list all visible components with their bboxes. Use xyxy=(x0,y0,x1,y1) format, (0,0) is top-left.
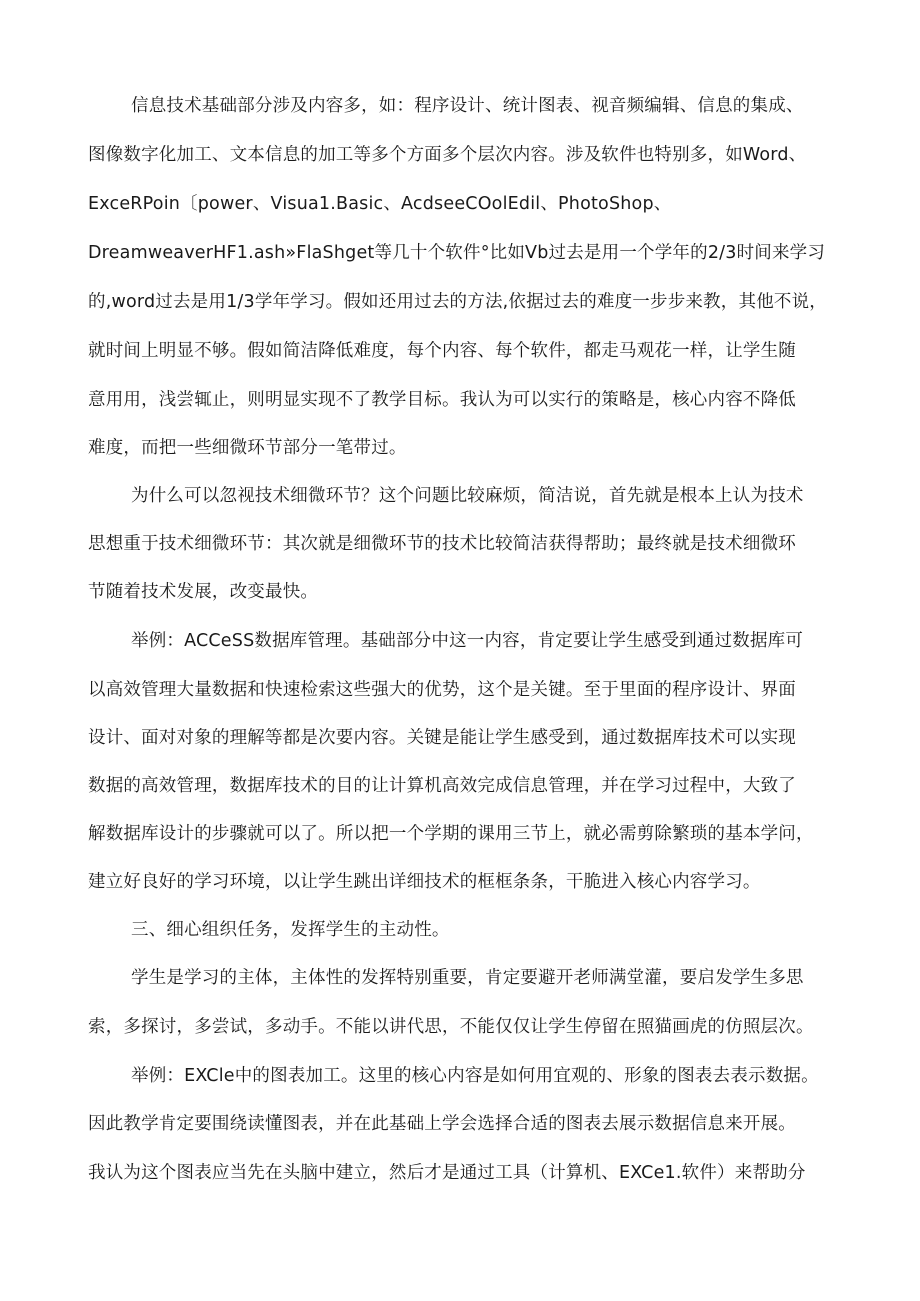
paragraph-1-line-7: 意用用，浅尝辄止，则明显实现不了教学目标。我认为可以实行的策略是，核心内容不降低 xyxy=(88,390,796,410)
paragraph-3-line-6: 建立好良好的学习环境，以让学生跳出详细技术的框框条条，干脆进入核心内容学习。 xyxy=(88,872,761,892)
paragraph-3-line-2: 以高效管理大量数据和快速检索这些强大的优势，这个是关键。至于里面的程序设计、界面 xyxy=(88,680,796,700)
paragraph-1-line-2: 图像数字化加工、文本信息的加工等多个方面多个层次内容。涉及软件也特别多，如Word、 xyxy=(88,145,807,165)
paragraph-2-line-2: 思想重于技术细微环节：其次就是细微环节的技术比较简洁获得帮助；最终就是技术细微环 xyxy=(88,534,796,554)
paragraph-1-line-5: 的,word过去是用1/3学年学习。假如还用过去的方法,依据过去的难度一步步来教，其他不说， xyxy=(88,292,828,312)
section-heading-3: 三、细心组织任务，发挥学生的主动性。 xyxy=(131,920,450,940)
paragraph-4-line-2: 索，多探讨，多尝试，多动手。不能以讲代思，不能仅仅让学生停留在照猫画虎的仿照层次。 xyxy=(88,1017,814,1037)
paragraph-3-line-5: 解数据库设计的步骤就可以了。所以把一个学期的课用三节上，就必需剪除繁琐的基本学问， xyxy=(88,824,814,844)
paragraph-5-line-1: 举例：EXCle中的图表加工。这里的核心内容是如何用宜观的、形象的图表去表示数据。 xyxy=(131,1066,819,1086)
paragraph-3-line-3: 设计、面对对象的理解等都是次要内容。关键是能让学生感受到，通过数据库技术可以实现 xyxy=(88,728,796,748)
paragraph-4-line-1: 学生是学习的主体，主体性的发挥特别重要，肯定要避开老师满堂灌，要启发学生多思 xyxy=(131,968,804,988)
paragraph-1-line-3: ExceRPoin〔power、Visua1.Basic、AcdseeCOolEdil、PhotoShop、 xyxy=(88,194,672,214)
paragraph-2-line-1: 为什么可以忽视技术细微环节？这个问题比较麻烦，简洁说，首先就是根本上认为技术 xyxy=(131,486,804,506)
paragraph-2-line-3: 节随着技术发展，改变最快。 xyxy=(88,582,319,602)
paragraph-1-line-1: 信息技术基础部分涉及内容多，如：程序设计、统计图表、视音频编辑、信息的集成、 xyxy=(131,96,804,116)
paragraph-5-line-2: 因此教学肯定要围绕读懂图表，并在此基础上学会选择合适的图表去展示数据信息来开展。 xyxy=(88,1114,796,1134)
paragraph-3-line-1: 举例：ACCeSS数据库管理。基础部分中这一内容，肯定要让学生感受到通过数据库可 xyxy=(131,631,804,651)
paragraph-5-line-3: 我认为这个图表应当先在头脑中建立，然后才是通过工具（计算机、EXCe1.软件）来帮助分 xyxy=(88,1163,806,1183)
paragraph-1-line-6: 就时间上明显不够。假如简洁降低难度，每个内容、每个软件，都走马观花一样，让学生随 xyxy=(88,341,796,361)
paragraph-3-line-4: 数据的高效管理，数据库技术的目的让计算机高效完成信息管理，并在学习过程中，大致了 xyxy=(88,776,796,796)
paragraph-1-line-4: DreamweaverHF1.ash»FlaShget等几十个软件°比如Vb过去是用一个学年的2/3时间来学习 xyxy=(88,243,826,263)
paragraph-1-line-8: 难度，而把一些细微环节部分一笔带过。 xyxy=(88,438,407,458)
